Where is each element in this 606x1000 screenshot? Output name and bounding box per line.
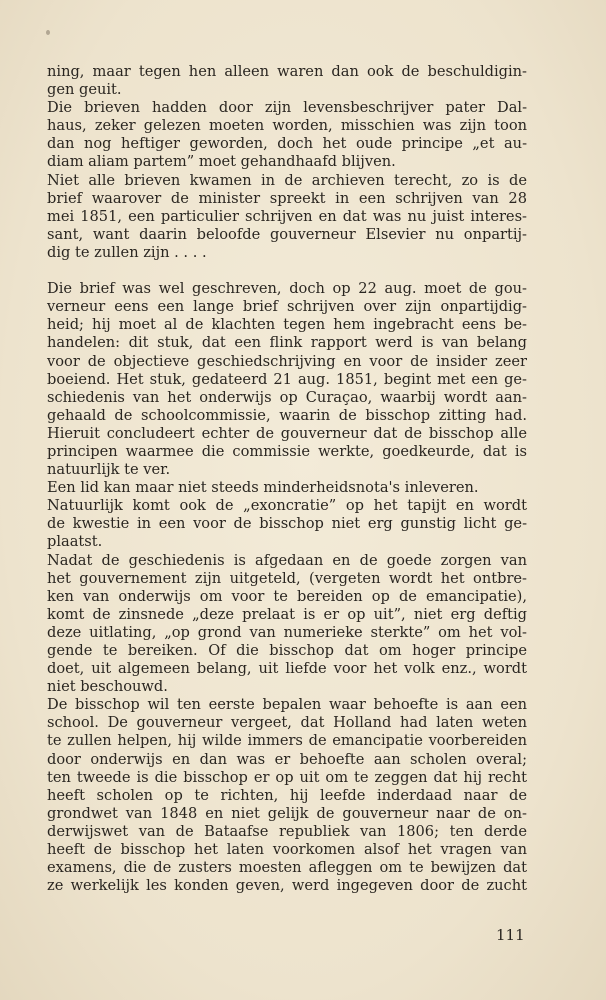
text-line: het gouvernement zijn uitgeteld, (vergeten wordt het ontbre- — [47, 569, 527, 587]
text-line: Hieruit concludeert echter de gouverneur dat de bisschop alle — [47, 424, 527, 442]
text-line: doet, uit algemeen belang, uit liefde voor het volk enz., wordt — [47, 660, 527, 678]
text-line: de kwestie in een voor de bisschop niet erg gunstig licht ge- — [47, 515, 527, 533]
text-line: haus, zeker gelezen moeten worden, misschien was zijn toon — [47, 117, 527, 135]
text-line: Natuurlijk komt ook de „exoncratie” op het tapijt en wordt — [47, 497, 527, 515]
text-line: ning, maar tegen hen alleen waren dan ook de beschuldigin- — [47, 63, 527, 80]
text-line: natuurlijk te ver. — [47, 461, 171, 479]
text-line: Die brieven hadden door zijn levensbeschrijver pater Dal- — [47, 99, 527, 117]
text-line: ten tweede is die bisschop er op uit om te zeggen dat hij recht — [47, 768, 527, 786]
text-line: Een lid kan maar niet steeds minderheidsnota's inleveren. — [47, 479, 479, 497]
text-line: niet beschouwd. — [47, 678, 168, 696]
text-line: voor de objectieve geschiedschrijving en voor de insider zeer — [47, 352, 527, 370]
text-line: mei 1851, een particulier schrijven en dat was nu juist interes- — [47, 207, 527, 225]
page-number: 111 — [496, 926, 525, 944]
text-line: Niet alle brieven kwamen in de archieven terecht, zo is de — [47, 171, 527, 189]
text-line: diam aliam partem” moet gehandhaafd blijven. — [47, 153, 396, 171]
text-line: deze uitlating, „op grond van numerieke sterkte” om het vol- — [47, 623, 527, 641]
text-line: dig te zullen zijn . . . . — [47, 243, 207, 261]
text-line: examens, die de zusters moesten afleggen om te bewijzen dat — [47, 859, 527, 877]
text-line: De bisschop wil ten eerste bepalen waar behoefte is aan een — [47, 696, 527, 714]
text-line: derwijswet van de Bataafse republiek van 1806; ten derde — [47, 822, 527, 840]
text-line: plaatst. — [47, 533, 103, 551]
text-line: te zullen helpen, hij wilde immers de emancipatie voorbereiden — [47, 732, 527, 750]
text-line: verneur eens een lange brief schrijven over zijn onpartijdig- — [47, 298, 527, 316]
text-line: sant, want daarin beloofde gouverneur Elsevier nu onpartij- — [47, 225, 527, 243]
text-line: boeiend. Het stuk, gedateerd 21 aug. 1851, begint met een ge- — [47, 370, 527, 388]
text-line: brief waarover de minister spreekt in een schrijven van 28 — [47, 189, 527, 207]
text-line: gende te bereiken. Of die bisschop dat om hoger principe — [47, 642, 527, 659]
text-line: door onderwijs en dan was er behoefte aan scholen overal; — [47, 750, 527, 768]
text-line: principen waarmee die commissie werkte, goedkeurde, dat is — [47, 442, 527, 460]
text-line: grondwet van 1848 en niet gelijk de gouverneur naar de on- — [47, 804, 527, 822]
text-line: heeft scholen op te richten, hij leefde inderdaad naar de — [47, 786, 527, 804]
body-text — [47, 63, 527, 895]
text-line: school. De gouverneur vergeet, dat Holland had laten weten — [47, 714, 527, 732]
text-line: gehaald de schoolcommissie, waarin de bisschop zitting had. — [47, 406, 527, 424]
text-line: komt de zinsnede „deze prelaat is er op uit”, niet erg deftig — [47, 605, 527, 623]
text-line: ken van onderwijs om voor te bereiden op de emancipatie), — [47, 587, 527, 605]
text-line: dan nog heftiger geworden, doch het oude principe „et au- — [47, 135, 527, 153]
text-line: schiedenis van het onderwijs op Curaçao, waarbij wordt aan- — [47, 388, 527, 406]
text-line: heid; hij moet al de klachten tegen hem ingebracht eens be- — [47, 316, 527, 334]
text-line: heeft de bisschop het laten voorkomen alsof het vragen van — [47, 841, 527, 859]
text-line: gen geuit. — [47, 81, 122, 99]
text-line: Nadat de geschiedenis is afgedaan en de goede zorgen van — [47, 551, 527, 569]
paragraph-gap — [47, 262, 527, 280]
page-speck — [46, 30, 50, 35]
text-line: handelen: dit stuk, dat een flink rapport werd is van belang — [47, 334, 527, 352]
text-line: ze werkelijk les konden geven, werd ingegeven door de zucht — [47, 877, 527, 895]
text-line: Die brief was wel geschreven, doch op 22 aug. moet de gou- — [47, 280, 527, 298]
